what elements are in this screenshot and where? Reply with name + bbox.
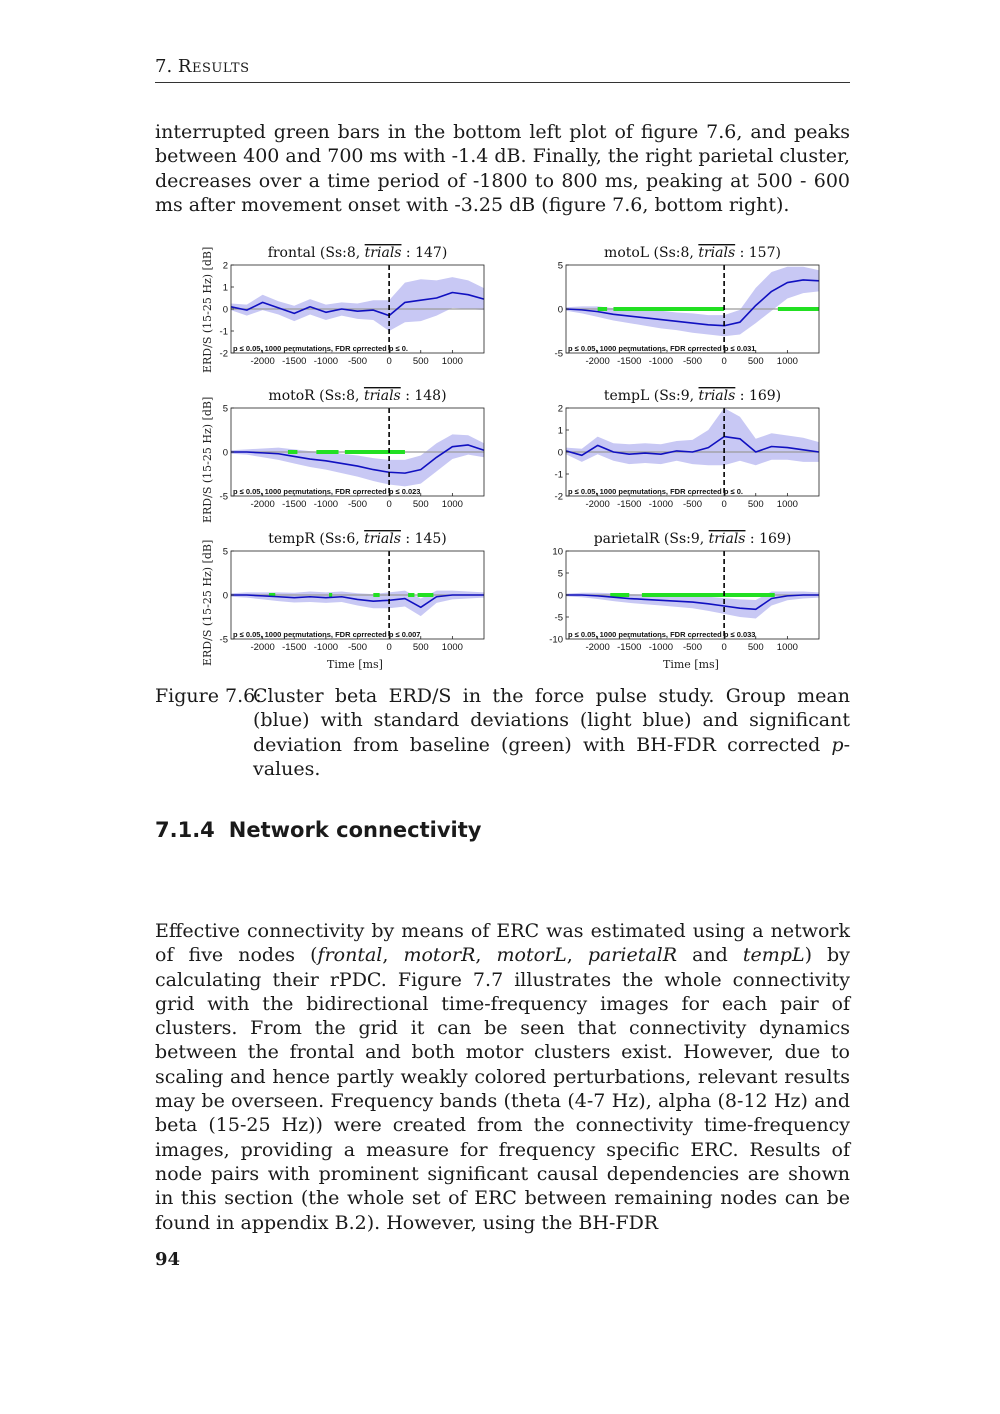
- y-tick-label: 1: [222, 282, 228, 294]
- y-tick-label: 0: [557, 304, 563, 316]
- title-count: : 169): [745, 531, 792, 547]
- panel-title-motoR: [268, 388, 446, 404]
- panel-motoL: [555, 245, 819, 367]
- significant-bar-tempR-1: [329, 593, 332, 597]
- y-tick-label: -5: [554, 348, 563, 360]
- x-tick-label: 1000: [776, 642, 798, 653]
- significant-bar-parietalR-1: [642, 593, 775, 597]
- p2-part: Effective connectivity by means of ERC was estimated using a network of five nodes (: [155, 920, 850, 967]
- panel-frontal: [220, 245, 484, 367]
- title-trials: trials: [698, 388, 736, 404]
- x-tick-label: -2000: [585, 499, 610, 510]
- y-tick-label: 5: [222, 546, 228, 558]
- x-tick-label: -2000: [250, 356, 275, 367]
- y-tick-label: 0: [557, 590, 563, 602]
- y-tick-label: -5: [554, 612, 563, 624]
- figure-7-6: [195, 238, 835, 674]
- y-tick-label: 0: [222, 590, 228, 602]
- significant-bar-motoR-2: [345, 450, 405, 454]
- title-count: : 147): [401, 245, 448, 261]
- y-axis-label-row-3: ERD/S (15-25 Hz) [dB]: [201, 539, 214, 666]
- title-trials: trials: [364, 245, 402, 261]
- x-tick-label: -2000: [250, 499, 275, 510]
- x-tick-label: -1500: [282, 642, 307, 653]
- y-axis-label-row-1: ERD/S (15-25 Hz) [dB]: [201, 246, 214, 373]
- y-tick-label: 2: [222, 260, 228, 272]
- x-tick-label: 1000: [776, 499, 798, 510]
- x-tick-label: 1000: [441, 356, 463, 367]
- title-count: : 148): [400, 388, 447, 404]
- y-tick-label: -2: [219, 348, 228, 360]
- x-tick-label: -500: [682, 356, 703, 367]
- y-tick-label: 10: [552, 546, 563, 558]
- section-title: Network connectivity: [228, 818, 482, 842]
- x-tick-label: -1000: [313, 499, 339, 510]
- significant-bar-motoR-1: [316, 450, 338, 454]
- significant-bar-motoL-1: [613, 307, 724, 311]
- p2-node-tempL: tempL: [742, 944, 805, 967]
- y-tick-label: -5: [219, 634, 228, 646]
- x-tick-label: 0: [386, 356, 392, 367]
- y-tick-label: 2: [557, 403, 563, 415]
- x-tick-label: 0: [386, 642, 392, 653]
- y-tick-label: -5: [219, 491, 228, 503]
- x-tick-label: -1000: [648, 642, 674, 653]
- y-tick-label: 5: [557, 568, 563, 580]
- panel-title-motoL: [604, 245, 781, 261]
- caption-body: Cluster beta ERD/S in the force pulse study. Group mean (blue) with standard deviations (light blue) and significant deviation from baseline (green) with BH-FDR corrected: [253, 685, 850, 756]
- title-prefix: parietalR (Ss:9,: [593, 531, 709, 547]
- stat-annotation-motoL: p ≤ 0.05, 1000 permutations, FDR corrected p ≤ 0.031: [568, 344, 756, 353]
- x-tick-label: -1500: [282, 356, 307, 367]
- title-count: : 157): [735, 245, 781, 261]
- panel-title-tempR: [268, 531, 447, 547]
- sd-band-motoL: [566, 267, 819, 337]
- stat-annotation-tempR: p ≤ 0.05, 1000 permutations, FDR corrected p ≤ 0.007: [233, 630, 421, 639]
- panel-parietalR: [549, 531, 819, 653]
- page-number: 94: [155, 1249, 181, 1270]
- x-tick-label: -1000: [648, 499, 674, 510]
- p2-node-parietalR: parietalR: [587, 944, 678, 967]
- x-tick-label: -2000: [250, 642, 275, 653]
- x-tick-label: -1000: [313, 356, 339, 367]
- title-prefix: motoR (Ss:8,: [268, 388, 364, 404]
- x-tick-label: -2000: [585, 642, 610, 653]
- x-tick-label: -1000: [313, 642, 339, 653]
- y-tick-label: 0: [557, 447, 563, 459]
- caption-label: Figure 7.6:: [155, 685, 262, 707]
- caption-end: -values.: [253, 733, 850, 780]
- y-tick-label: 1: [557, 425, 563, 437]
- title-prefix: tempR (Ss:6,: [268, 531, 365, 547]
- stat-annotation-motoR: p ≤ 0.05, 1000 permutations, FDR corrected p ≤ 0.023: [233, 487, 421, 496]
- chapter-number: 7.: [155, 56, 173, 77]
- x-tick-label: -500: [347, 642, 368, 653]
- x-tick-label: 500: [747, 499, 764, 510]
- x-tick-label: -1500: [617, 499, 642, 510]
- x-tick-label: -500: [347, 499, 368, 510]
- x-tick-label: 500: [747, 642, 764, 653]
- significant-bar-motoL-2: [778, 307, 819, 311]
- significant-bar-motoL-0: [598, 307, 607, 311]
- title-prefix: motoL (Ss:8,: [604, 245, 699, 261]
- y-axis-label-row-2: ERD/S (15-25 Hz) [dB]: [201, 396, 214, 523]
- title-count: : 145): [400, 531, 447, 547]
- title-trials: trials: [364, 531, 401, 547]
- x-tick-label: -1500: [282, 499, 307, 510]
- y-tick-label: 0: [222, 304, 228, 316]
- y-tick-label: -1: [554, 469, 563, 481]
- significant-bar-tempR-4: [418, 593, 434, 597]
- title-trials: trials: [708, 531, 746, 547]
- panel-title-frontal: [268, 245, 448, 261]
- panel-title-tempL: [604, 388, 781, 404]
- running-header: [155, 56, 850, 83]
- caption-text: [253, 684, 850, 781]
- p2-node-motorR: motorR: [403, 944, 476, 967]
- sd-band-tempL: [566, 408, 819, 465]
- x-tick-label: -500: [682, 499, 703, 510]
- chapter-title: Results: [177, 56, 250, 77]
- title-count: : 169): [735, 388, 782, 404]
- p2-node-motorL: motorL: [496, 944, 567, 967]
- x-tick-label: 1000: [776, 356, 798, 367]
- stat-annotation-tempL: p ≤ 0.05, 1000 permutations, FDR corrected p ≤ 0.: [568, 487, 743, 496]
- figure-caption: [155, 684, 850, 781]
- x-tick-label: 0: [721, 356, 727, 367]
- title-trials: trials: [698, 245, 736, 261]
- title-prefix: tempL (Ss:9,: [603, 388, 699, 404]
- panel-tempR: [220, 531, 484, 653]
- y-tick-label: -2: [554, 491, 563, 503]
- x-tick-label: 500: [412, 499, 429, 510]
- p2-part: and: [677, 944, 743, 967]
- x-axis-label-left: Time [ms]: [327, 658, 383, 671]
- y-tick-label: -10: [549, 634, 563, 646]
- x-axis-label-right: Time [ms]: [663, 658, 719, 671]
- title-trials: trials: [363, 388, 401, 404]
- x-tick-label: 1000: [441, 642, 463, 653]
- x-tick-label: -1000: [648, 356, 674, 367]
- panel-tempL: [555, 388, 819, 510]
- significant-bar-tempR-2: [373, 593, 379, 597]
- y-tick-label: 5: [557, 260, 563, 272]
- y-tick-label: -1: [219, 326, 228, 338]
- p2-part: ,: [382, 944, 404, 967]
- caption-p: p: [831, 733, 844, 756]
- x-tick-label: -500: [347, 356, 368, 367]
- panel-title-parietalR: [594, 531, 792, 547]
- section-number: 7.1.4: [155, 818, 215, 842]
- title-prefix: frontal (Ss:8,: [267, 245, 365, 261]
- x-tick-label: -1500: [617, 356, 642, 367]
- p2-part: ,: [475, 944, 497, 967]
- stat-annotation-parietalR: p ≤ 0.05, 1000 permutations, FDR corrected p ≤ 0.033: [568, 630, 756, 639]
- x-tick-label: 500: [412, 356, 429, 367]
- x-tick-label: 0: [721, 499, 727, 510]
- sd-band-motoR: [231, 434, 484, 486]
- y-tick-label: 5: [222, 403, 228, 415]
- x-tick-label: -1500: [617, 642, 642, 653]
- x-tick-label: -2000: [585, 356, 610, 367]
- x-tick-label: 1000: [441, 499, 463, 510]
- section-heading: [155, 818, 481, 842]
- x-tick-label: 0: [721, 642, 727, 653]
- paragraph-intro: interrupted green bars in the bottom left plot of figure 7.6, and peaks between 400 and 700 ms with -1.4 dB. Finally, the right parietal cluster, decreases over a time period of -1800 to 800 ms, peaking at 500 - 600 ms after movement onset with -3.25 dB (figure 7.6, bottom right).: [155, 121, 850, 216]
- stat-annotation-frontal: p ≤ 0.05, 1000 permutations, FDR corrected p ≤ 0.: [233, 344, 408, 353]
- y-tick-label: 0: [222, 447, 228, 459]
- x-tick-label: 500: [412, 642, 429, 653]
- x-tick-label: -500: [682, 642, 703, 653]
- significant-bar-motoR-0: [288, 450, 297, 454]
- significant-bar-tempR-3: [408, 593, 414, 597]
- x-tick-label: 500: [747, 356, 764, 367]
- p2-node-frontal: frontal: [317, 944, 383, 967]
- panel-motoR: [220, 388, 484, 510]
- x-tick-label: 0: [386, 499, 392, 510]
- p2-part: ,: [566, 944, 588, 967]
- p2-part: ) by calculating their rPDC. Figure 7.7 illustrates the whole connectivity grid with the bidirectional time-frequency images for each pair of clusters. From the grid it can be seen that connectivity dynamics between the frontal and both motor clusters exist. However, due to scaling and hence partly weakly colored perturbations, relevant results may be overseen. Frequency bands (theta (4-7 Hz), alpha (8-12 Hz) and beta (15-25 Hz)) were created from the connectivity time-frequency images, providing a measure for frequency specific ERC. Results of node pairs with prominent significant causal dependencies are shown in this section (the whole set of ERC between remaining nodes can be found in appendix B.2). However, using the BH-FDR: [155, 944, 850, 1234]
- paragraph-connectivity: [155, 919, 850, 1235]
